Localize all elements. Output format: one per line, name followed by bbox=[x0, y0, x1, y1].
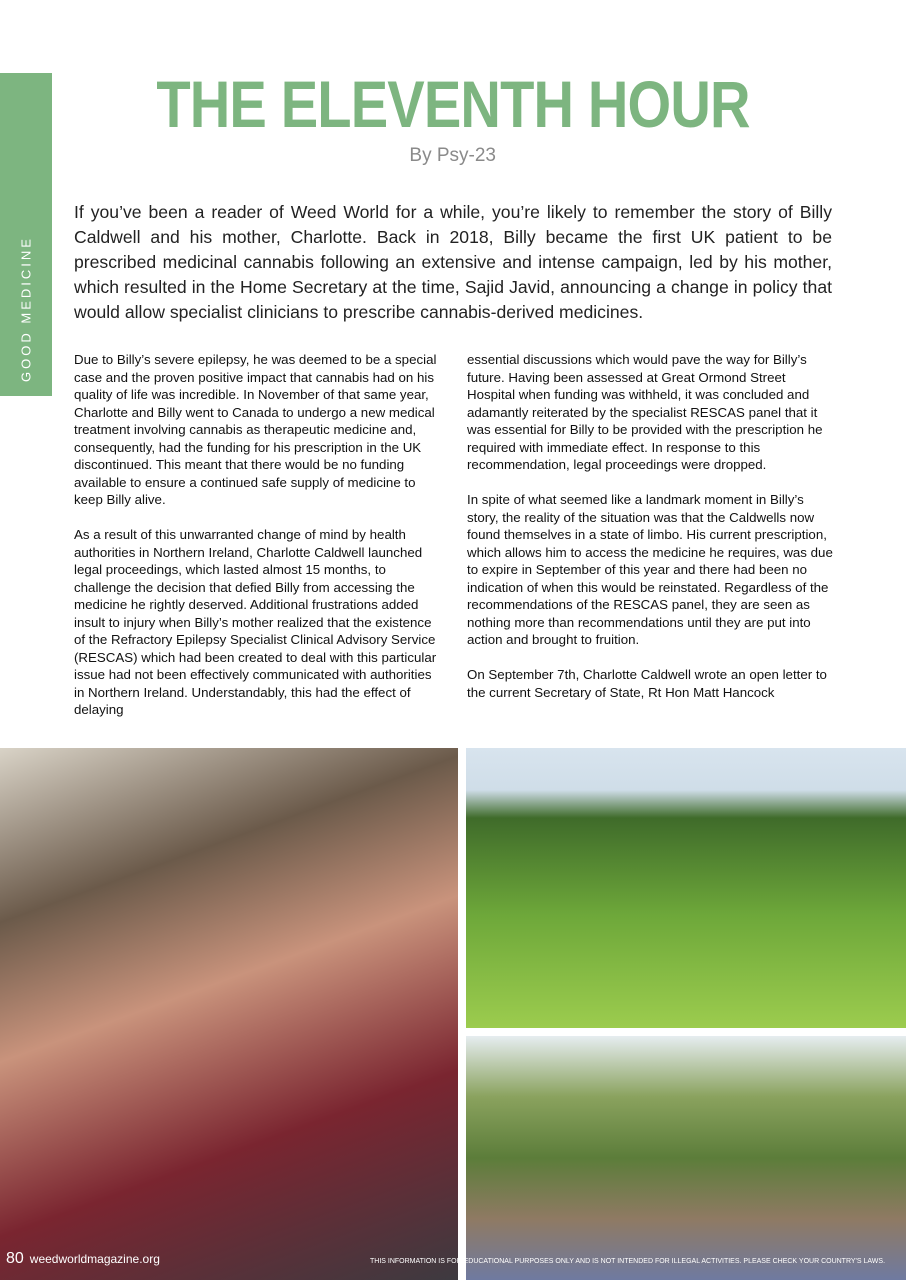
photo-billy-field bbox=[466, 748, 906, 1028]
photo-billy-car bbox=[0, 748, 458, 1280]
column-right bbox=[467, 351, 837, 719]
section-label: GOOD MEDICINE bbox=[18, 236, 34, 382]
paragraph: essential discussions which would pave the way for Billy’s future. Having been assessed at Great Ormond Street Hospital when funding was withheld, it was concluded and adamantly reiterated by the specialist RESCAS panel that it was essential for Billy to be provided with the prescription he required with immediate effect. In response to this recommendation, legal proceedings were dropped. bbox=[467, 352, 823, 472]
column-left bbox=[74, 351, 444, 736]
page-folio bbox=[6, 1250, 160, 1268]
paragraph: In spite of what seemed like a landmark moment in Billy’s story, the reality of the situation was that the Caldwells now found themselves in a state of limbo. His current prescription, which allows him to access the medicine he requires, was due to expire in September of this year and there had been no indication of when this would be reinstated. Regardless of the recommendations of the RESCAS panel, they are seen as nothing more than recommendations until they are put into action and brought to fruition. bbox=[467, 492, 833, 647]
disclaimer: THIS INFORMATION IS FOR EDUCATIONAL PURPOSES ONLY AND IS NOT INTENDED FOR ILLEGAL ACTIVITIES. PLEASE CHECK YOUR COUNTRY'S LAWS. bbox=[370, 1258, 886, 1265]
photo-billy-mother bbox=[466, 1036, 906, 1280]
article-title: THE ELEVENTH HOUR bbox=[156, 67, 750, 141]
site-url: weedworldmagazine.org bbox=[29, 1252, 160, 1266]
section-tab bbox=[0, 73, 52, 396]
page-number: 80 bbox=[6, 1250, 24, 1267]
paragraph: As a result of this unwarranted change of mind by health authorities in Northern Ireland, Charlotte Caldwell launched legal proceedings, which lasted almost 15 months, to challenge the decision that defied Billy from accessing the medicine he rightly deserved. Additional frustrations added insult to injury when Billy’s mother realized that the existence of the Refractory Epilepsy Specialist Clinical Advisory Service (RESCAS) which had been created to deal with this particular issue had not been effectively communicated with authorities in Northern Ireland. Understandably, this had the effect of delaying bbox=[74, 527, 437, 717]
intro-paragraph: If you’ve been a reader of Weed World for a while, you’re likely to remember the story of Billy Caldwell and his mother, Charlotte. Back in 2018, Billy became the first UK patient to be prescribed medicinal cannabis following an extensive and intense campaign, led by his mother, which resulted in the Home Secretary at the time, Sajid Javid, announcing a change in policy that would allow specialist clinicians to prescribe cannabis-derived medicines. bbox=[74, 202, 832, 322]
paragraph: Due to Billy’s severe epilepsy, he was deemed to be a special case and the proven positive impact that cannabis had on his quality of life was incredible. In November of that same year, Charlotte and Billy went to Canada to undergo a new medical treatment involving cannabis as therapeutic medicine and, consequently, had the funding for his prescription in the UK discontinued. This meant that there would be no funding available to ensure a continued safe supply of medicine to keep Billy alive. bbox=[74, 352, 437, 507]
byline: By Psy-23 bbox=[409, 145, 496, 166]
paragraph: On September 7th, Charlotte Caldwell wrote an open letter to the current Secretary of State, Rt Hon Matt Hancock bbox=[467, 667, 827, 700]
